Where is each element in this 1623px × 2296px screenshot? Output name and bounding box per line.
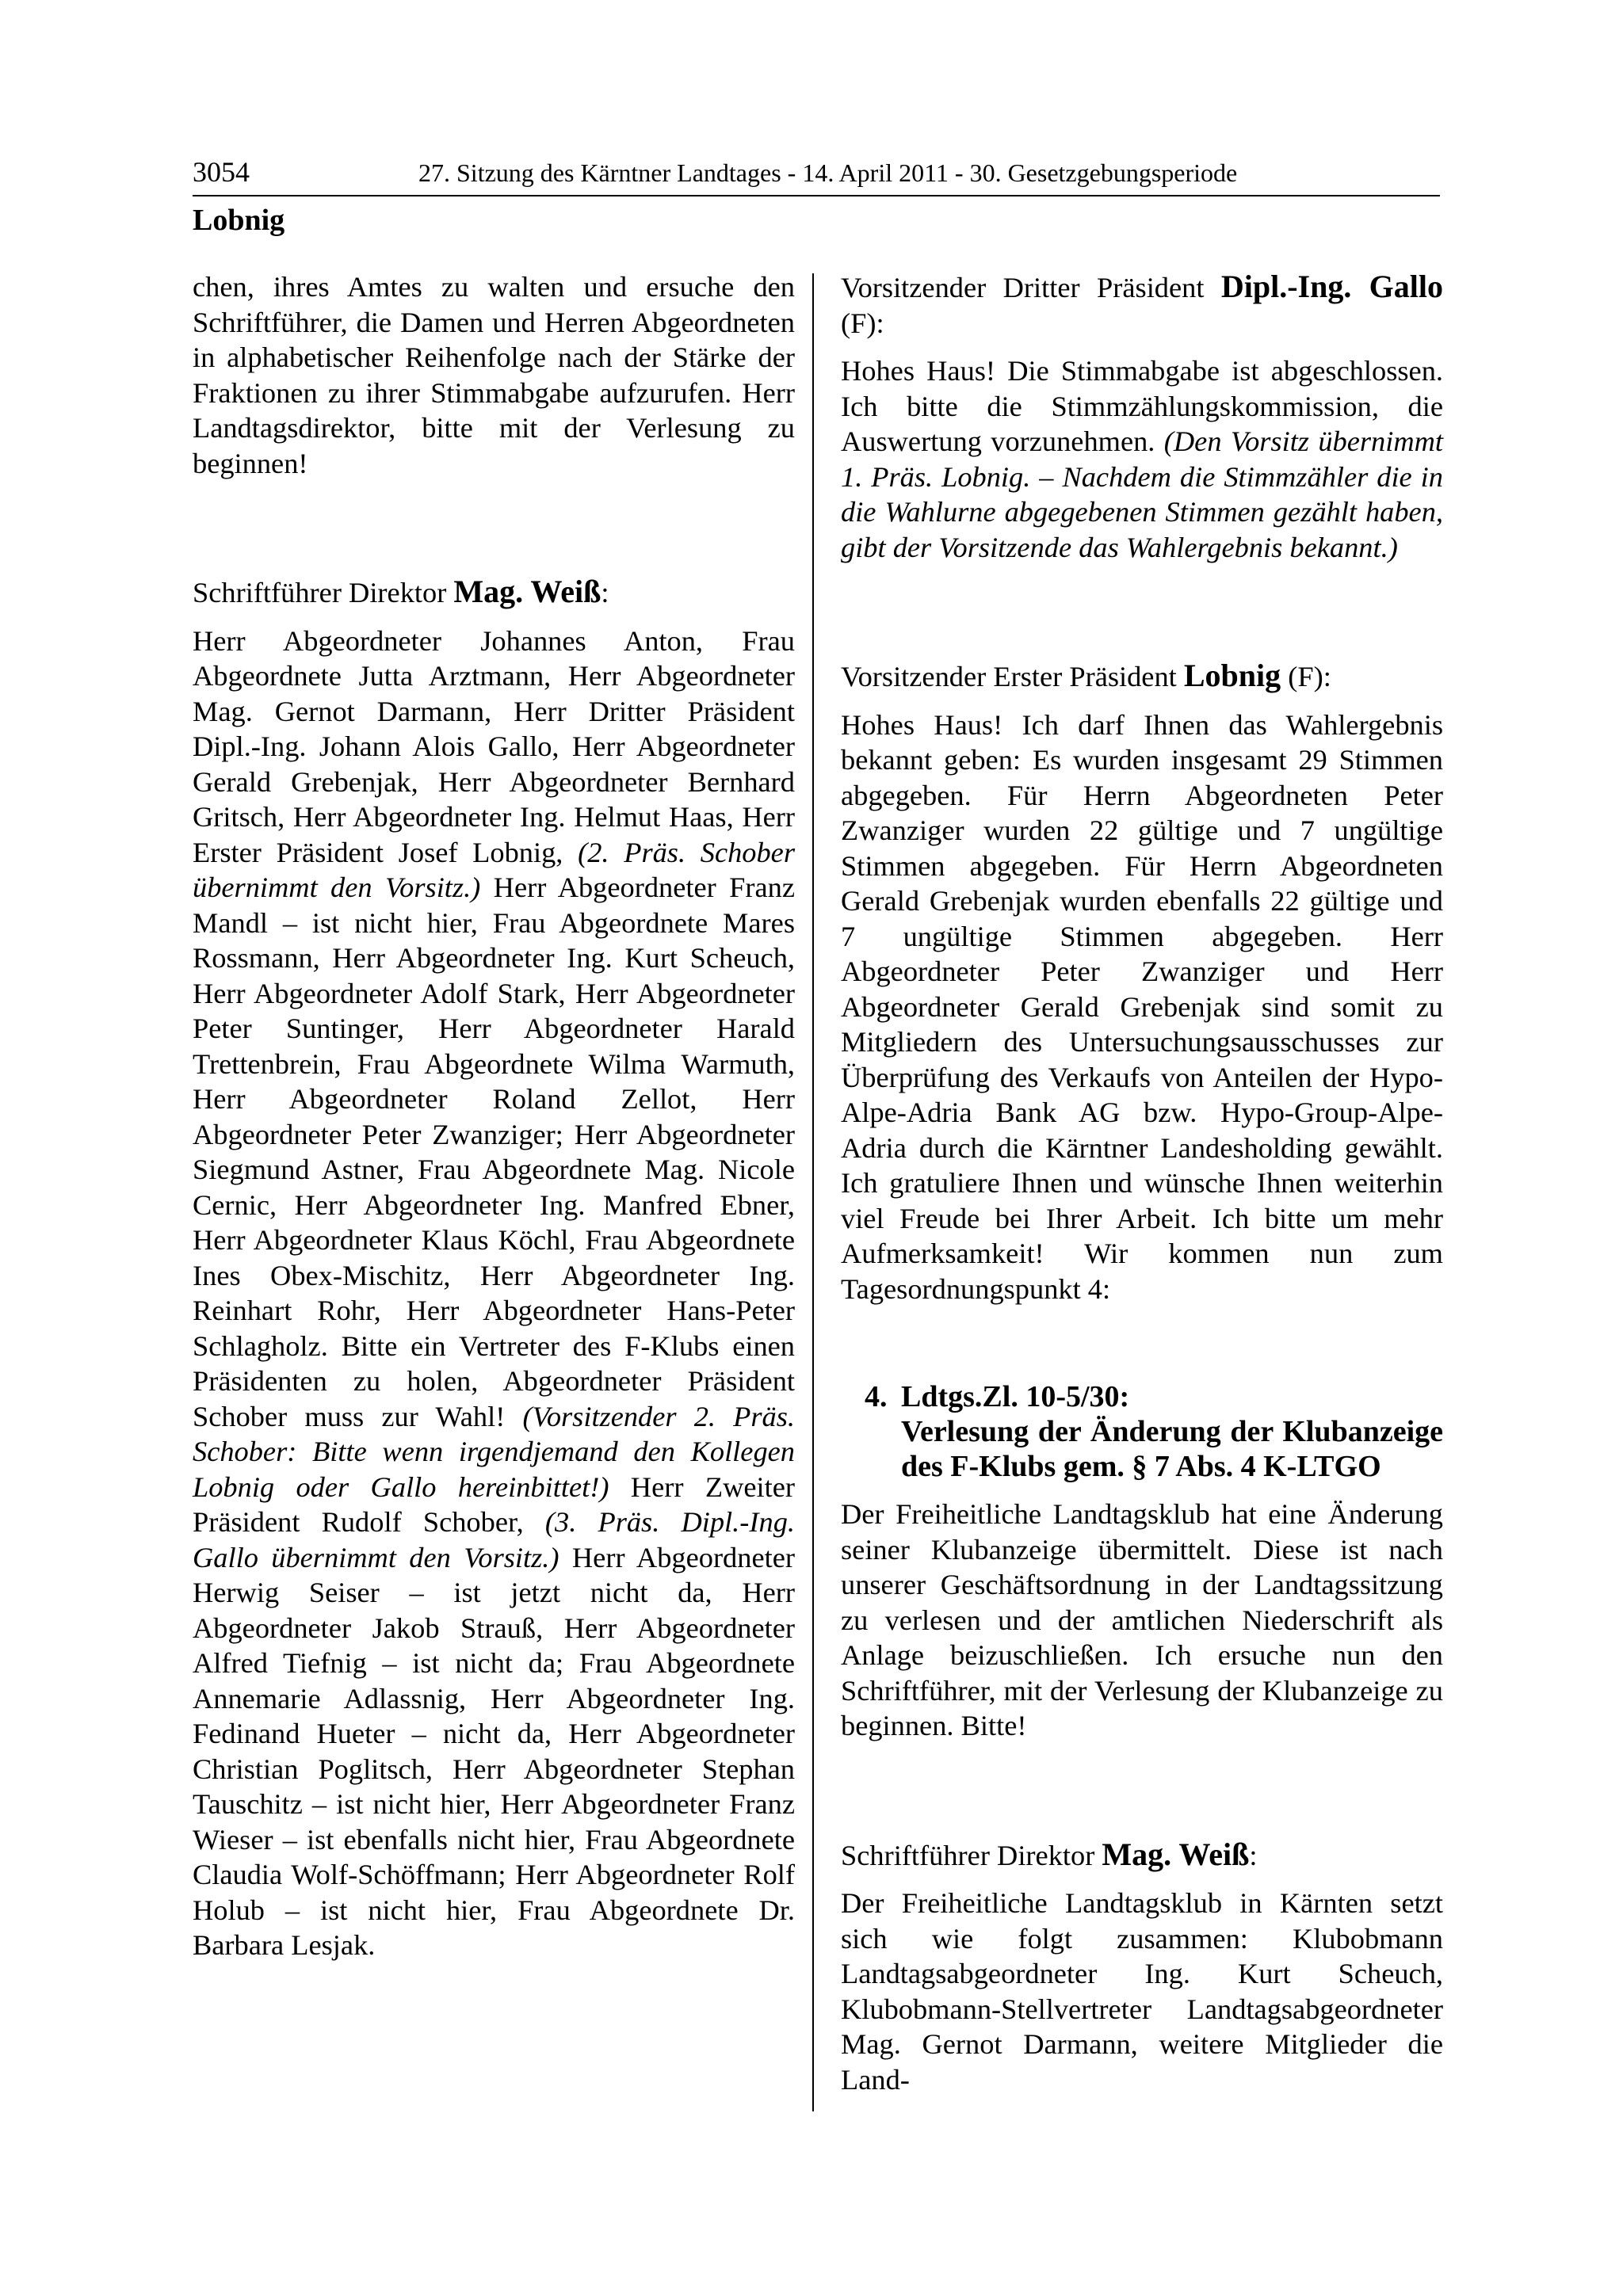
agenda-item-heading [865, 1379, 1443, 1484]
speaker-tag: Lobnig [193, 204, 285, 237]
speaker-name: Dipl.-Ing. Gallo [1220, 269, 1443, 304]
roll-call-text-2: Herr Abgeordneter Franz Mandl – ist nicht hier, Frau Abgeordnete Mares Rossmann, Herr Abgeordneter Ing. Kurt Scheuch, Herr Abgeordneter Adolf Stark, Herr Abgeordneter Peter Suntinger, Herr Abgeordneter Harald Trettenbrein, Frau Abgeordnete Wilma Warmuth, Herr Abgeordneter Roland Zellot, Herr Abgeordneter Peter Zwanziger; Herr Abgeordneter Siegmund Astner, Frau Abgeordnete Mag. Nicole Cernic, Herr Abgeordneter Ing. Manfred Ebner, Herr Abgeordneter Klaus Köchl, Frau Abgeordnete Ines Obex-Mischitz, Herr Abgeordneter Ing. Reinhart Rohr, Herr Abgeordneter Hans-Peter Schlagholz. Bitte ein Vertreter des F-Klubs einen Präsidenten zu holen, Abgeordneter Präsident Schober muss zur Wahl! [193, 871, 796, 1432]
speaker-role: Schriftführer Direktor [841, 1839, 1102, 1871]
left-column [193, 269, 795, 1963]
stage-direction-1: (2. Präs. Schober übernimmt den Vorsitz.) [193, 836, 795, 903]
speaker-role: Vorsitzender Erster Präsident [841, 661, 1184, 692]
paragraph-agenda-intro: Der Freiheitliche Landtagsklub hat eine Änderung seiner Klubanzeige übermittelt. Diese ist nach unserer Geschäftsordnung in der Landtagssitzung zu verlesen und der amtlichen Niederschrift als Anlage beizuschließen. Ich ersuche nun den Schriftführer, mit der Verlesung der Klubanzeige zu beginnen. Bitte! [841, 1498, 1443, 1741]
column-divider [812, 273, 814, 2111]
agenda-reference: Ldtgs.Zl. 10-5/30: [901, 1380, 1130, 1413]
speaker-heading-lobnig [841, 658, 1443, 695]
paragraph-club-composition: Der Freiheitliche Landtagsklub in Kärnten setzt sich wie folgt zusammen: Klubobmann Landtagsabgeordneter Ing. Kurt Scheuch, Klubobmann-Stellvertreter Landtagsabgeordneter Mag. Gernot Darmann, weitere Mitglieder die Land- [841, 1887, 1443, 2096]
speaker-name: Mag. Weiß [453, 574, 601, 609]
running-title: 27. Sitzung des Kärntner Landtages - 14. April 2011 - 30. Gesetzgebungsperiode [418, 158, 1238, 187]
stage-direction-4: (Den Vorsitz übernimmt 1. Präs. Lobnig. – Nachdem die Stimmzähler die in die Wahlurne abgegebenen Stimmen gezählt haben, gibt der Vorsitzende das Wahlergebnis bekannt.) [841, 425, 1444, 563]
speaker-heading-gallo [841, 269, 1443, 341]
paragraph-roll-call [193, 624, 795, 1963]
speaker-heading-weiss-2 [841, 1837, 1443, 1874]
agenda-title: Verlesung der Änderung der Klubanzeige des F-Klubs gem. § 7 Abs. 4 K-LTGO [901, 1415, 1443, 1483]
speaker-suffix: (F): [841, 307, 884, 339]
speaker-suffix: : [601, 577, 609, 608]
vote-closed-text: Hohes Haus! Die Stimmabgabe ist abgeschlossen. Ich bitte die Stimmzählungskommission, die Auswertung vorzunehmen. [841, 355, 1443, 457]
speaker-name: Mag. Weiß [1102, 1836, 1250, 1872]
speaker-suffix: : [1249, 1839, 1258, 1871]
roll-call-text-4: Herr Abgeordneter Herwig Seiser – ist jetzt nicht da, Herr Abgeordneter Jakob Strauß, Herr Abgeordneter Alfred Tiefnig – ist nicht da; Frau Abgeordnete Annemarie Adlassnig, Herr Abgeordneter Ing. Fedinand Hueter – nicht da, Herr Abgeordneter Christian Poglitsch, Herr Abgeordneter Stephan Tauschitz – ist nicht hier, Herr Abgeordneter Franz Wieser – ist ebenfalls nicht hier, Frau Abgeordnete Claudia Wolf-Schöffmann; Herr Abgeordneter Rolf Holub – ist nicht hier, Frau Abgeordnete Dr. Barbara Lesjak. [193, 1541, 795, 1961]
speaker-role: Schriftführer Direktor [193, 577, 454, 608]
paragraph-intro: chen, ihres Amtes zu walten und ersuche den Schriftführer, die Damen und Herren Abgeordneten in alphabetischer Reihenfolge nach der Stärke der Fraktionen zu ihrer Stimmabgabe aufzurufen. Herr Landtagsdirektor, bitte mit der Verlesung zu beginnen! [193, 271, 795, 479]
speaker-name: Lobnig [1183, 658, 1281, 693]
paragraph-election-result: Hohes Haus! Ich darf Ihnen das Wahlergebnis bekannt geben: Es wurden insgesamt 29 Stimmen abgegeben. Für Herrn Abgeordneten Peter Zwanziger wurden 22 gültige und 7 ungültige Stimmen abgegeben. Für Herrn Abgeordneten Gerald Grebenjak wurden ebenfalls 22 gültige und 7 ungültige Stimmen abgegeben. Herr Abgeordneter Peter Zwanziger und Herr Abgeordneter Gerald Grebenjak sind somit zu Mitgliedern des Untersuchungsausschusses zur Überprüfung des Verkaufs von Anteilen der Hypo-Alpe-Adria Bank AG bzw. Hypo-Group-Alpe-Adria durch die Kärntner Landesholding gewählt. Ich gratuliere Ihnen und wünsche Ihnen weiterhin viel Freude bei Ihrer Arbeit. Ich bitte um mehr Aufmerksamkeit! Wir kommen nun zum Tagesordnungspunkt 4: [841, 708, 1443, 1305]
stage-direction-3: (3. Präs. Dipl.-Ing. Gallo übernimmt den Vorsitz.) [193, 1506, 795, 1573]
agenda-number: 4. [865, 1380, 888, 1413]
paragraph-vote-closed [841, 353, 1443, 565]
stage-direction-2: (Vorsitzender 2. Präs. Schober: Bitte wenn irgendjemand den Kollegen Lobnig oder Gallo hereinbittet!) [193, 1400, 796, 1503]
speaker-suffix: (F): [1281, 661, 1331, 692]
roll-call-text-1: Herr Abgeordneter Johannes Anton, Frau Abgeordnete Jutta Arztmann, Herr Abgeordneter Mag. Gernot Darmann, Herr Dritter Präsident Dipl.-Ing. Johann Alois Gallo, Herr Abgeordneter Gerald Grebenjak, Herr Abgeordneter Bernhard Gritsch, Herr Abgeordneter Ing. Helmut Haas, Herr Erster Präsident Josef Lobnig, [193, 624, 795, 868]
right-column [841, 269, 1443, 2097]
page-number: 3054 [193, 156, 250, 188]
speaker-heading-weiss-1 [193, 574, 795, 611]
speaker-role: Vorsitzender Dritter Präsident [841, 272, 1221, 303]
roll-call-text-3: Herr Zweiter Präsident Rudolf Schober, [193, 1470, 795, 1538]
header-rule [193, 195, 1440, 196]
